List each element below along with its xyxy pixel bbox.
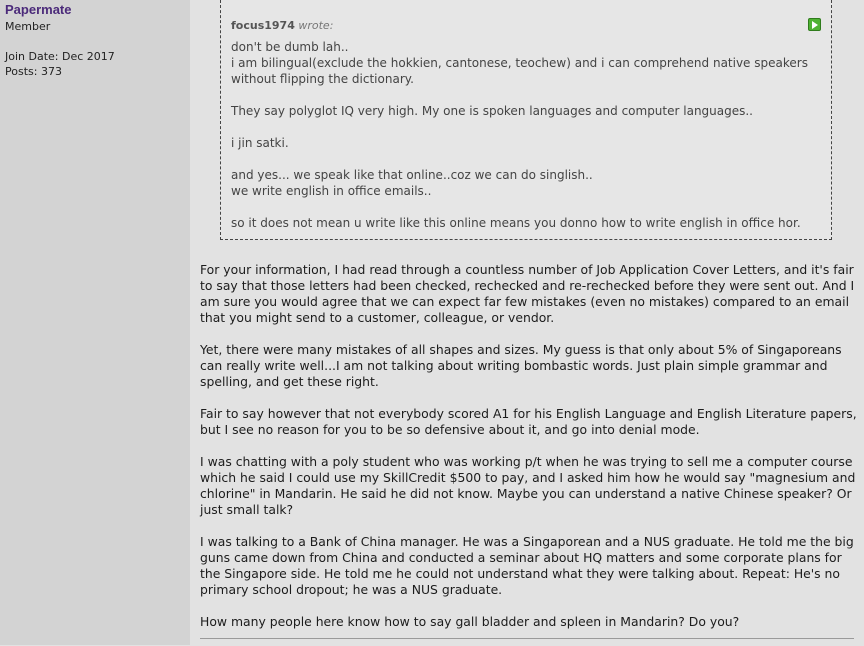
arrow-right-icon (811, 21, 819, 29)
quote-line: They say polyglot IQ very high. My one is spoken languages and computer languages.. (231, 104, 753, 118)
post-count: Posts: 373 (5, 65, 62, 78)
view-post-button[interactable] (808, 18, 821, 31)
user-info-panel (0, 0, 190, 645)
username-link[interactable]: Papermate (5, 2, 72, 17)
quote-block (220, 0, 832, 240)
quote-wrote-label: wrote: (298, 19, 334, 32)
post-content (190, 0, 864, 645)
signature-divider (200, 638, 854, 639)
post-paragraph: How many people here know how to say gall bladder and spleen in Mandarin? Do you? (200, 614, 740, 629)
post-body (200, 262, 860, 646)
quote-line: so it does not mean u write like this online means you donno how to write english in office hor. (231, 216, 801, 230)
quote-author-line (231, 19, 333, 32)
quote-line: and yes... we speak like that online..coz we can do singlish.. (231, 168, 593, 182)
quote-author: focus1974 (231, 19, 295, 32)
quote-line: we write english in office emails.. (231, 184, 432, 198)
post-paragraph: I was chatting with a poly student who was working p/t when he was trying to sell me a computer course which he said I could use my SkillCredit $500 to pay, and I asked him how he would say "magnesium and chlorine" in Mandarin. He said he did not know. Maybe you can understand a native Chinese speaker? Or just small talk? (200, 454, 856, 517)
user-title: Member (5, 20, 51, 33)
quote-line: without flipping the dictionary. (231, 72, 414, 86)
post-paragraph: For your information, I had read through a countless number of Job Application Cover Letters, and it's fair to say that those letters had been checked, rechecked and re-rechecked before they were sent out. And I am sure you would agree that we can expect far few mistakes (even no mistakes) compared to an email that you might send to a customer, colleague, or vendor. (200, 262, 855, 325)
quote-line: i am bilingual(exclude the hokkien, cantonese, teochew) and i can comprehend native speakers (231, 56, 808, 70)
post-paragraph: Fair to say however that not everybody scored A1 for his English Language and English Literature papers, but I see no reason for you to be so defensive about it, and go into denial mode. (200, 406, 857, 437)
post-paragraph: I was talking to a Bank of China manager. He was a Singaporean and a NUS graduate. He told me the big guns came down from China and conducted a seminar about HQ matters and some corporate plans for the Singapore side. He told me he could not understand what they were talking about. Repeat: He's no primary school dropout; he was a NUS graduate. (200, 534, 854, 597)
join-date: Join Date: Dec 2017 (5, 50, 115, 63)
quote-line: don't be dumb lah.. (231, 40, 349, 54)
quote-line: i jin satki. (231, 136, 289, 150)
post-paragraph: Yet, there were many mistakes of all shapes and sizes. My guess is that only about 5% of Singaporeans can really write well...I am not talking about writing bombastic words. Just plain simple grammar and spelling, and get these right. (200, 342, 842, 389)
